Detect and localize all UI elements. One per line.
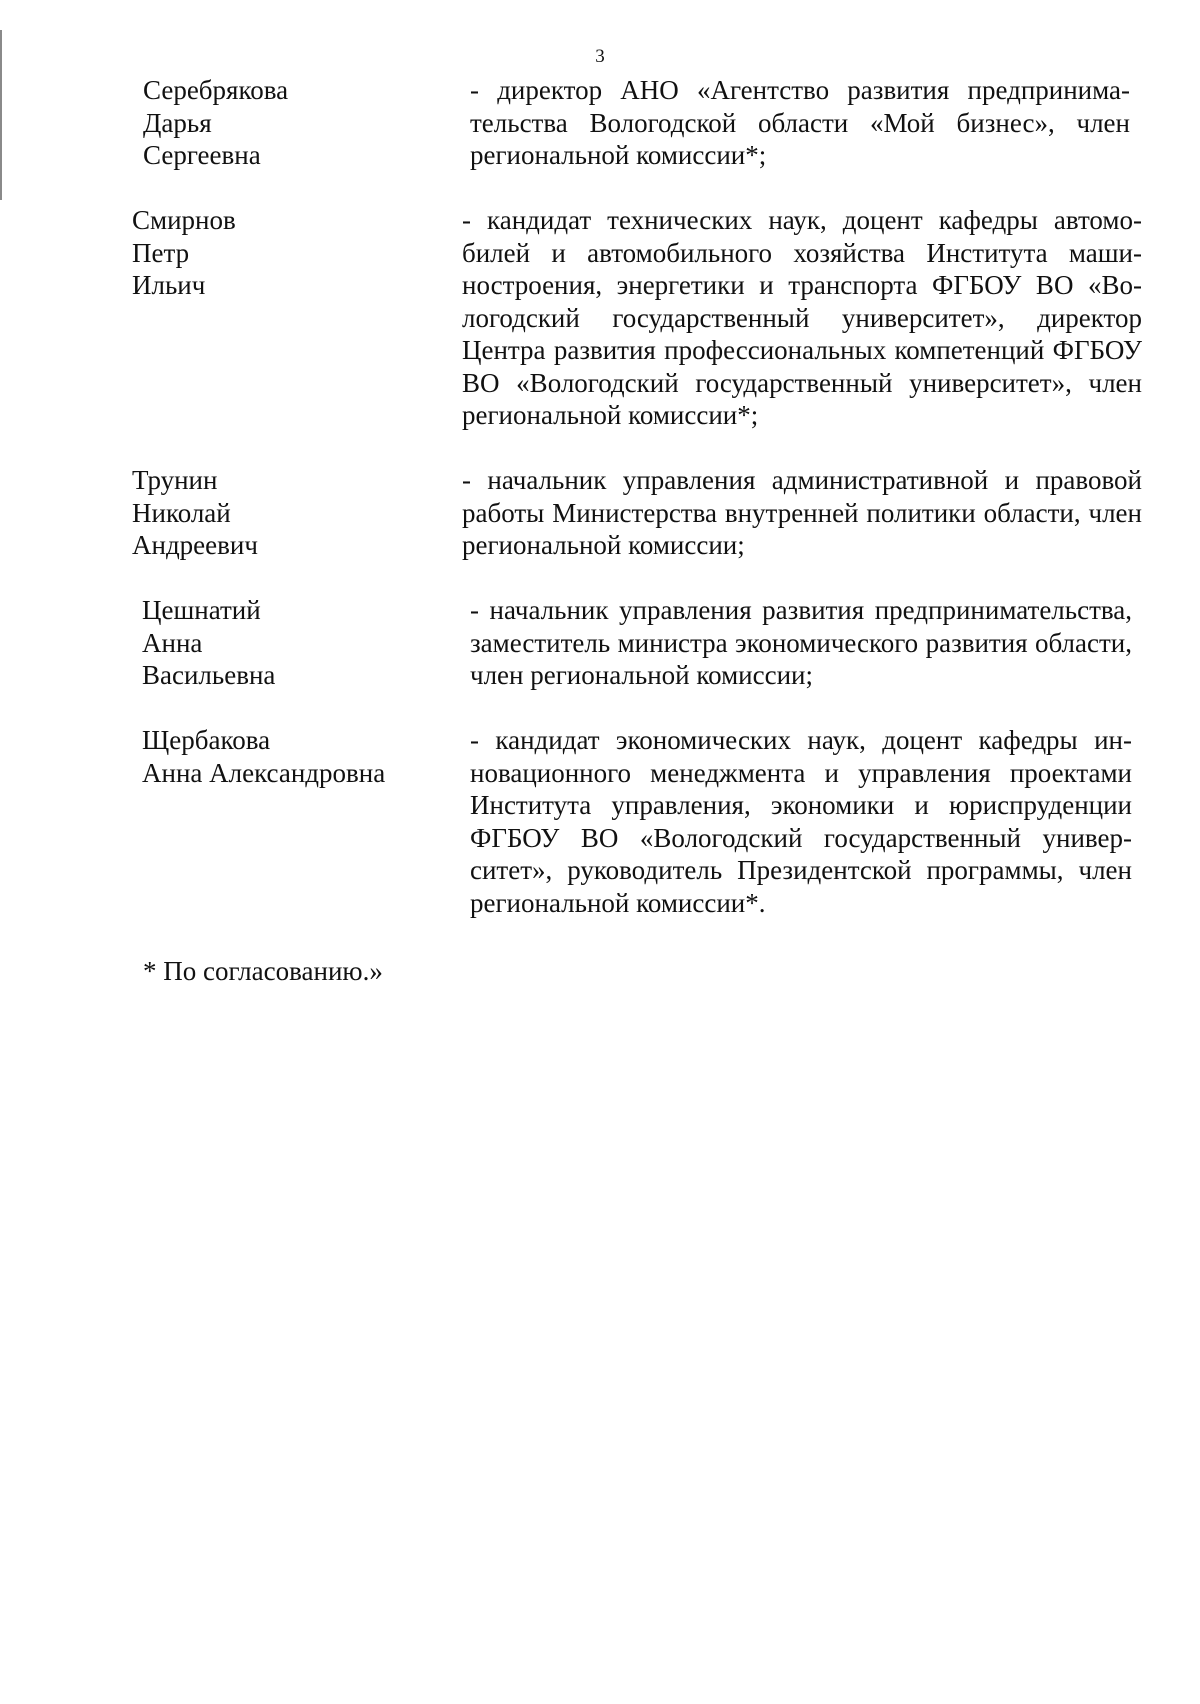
member-entry: [0, 204, 1200, 464]
member-position: - кандидат экономических наук, доцент кафедры инновационного менеджмента и управления проектами Института управления, экономики и юриспруденции ФГБОУ ВО «Вологодский государственный университет», руководитель Президентской программы, член региональной комиссии*.: [470, 725, 1132, 918]
member-entry: [0, 74, 1200, 204]
member-position: - начальник управления развития предпринимательства, заместитель министра экономического развития области, член региональной комиссии;: [470, 595, 1132, 690]
member-first-name: Петр: [132, 237, 190, 268]
member-name: [132, 204, 422, 302]
member-name: [142, 594, 432, 692]
member-name: [142, 724, 432, 789]
member-entry: [0, 464, 1200, 594]
member-name: [143, 74, 433, 172]
page-number: 3: [595, 46, 605, 67]
member-patronymic: Ильич: [132, 270, 206, 300]
member-name: [132, 464, 422, 562]
member-patronymic: Сергеевна: [143, 140, 261, 170]
footnote-by-agreement: * По согласованию.»: [143, 956, 383, 986]
member-position: - кандидат технических наук, доцент кафедры автомобилей и автомобильного хозяйства Института машиностроения, энергетики и транспорта ФГБОУ ВО «Вологодский государственный университет», директор Центра развития профессиональных компетенций ФГБОУ ВО «Вологодский государственный университет», член региональной комиссии*;: [462, 205, 1142, 430]
member-entry: [0, 724, 1200, 924]
member-position: - директор АНО «Агентство развития предпринимательства Вологодской области «Мой бизнес», член региональной комиссии*;: [470, 75, 1130, 170]
commission-members-list: [0, 74, 1200, 924]
member-position: - начальник управления административной и правовой работы Министерства внутренней политики области, член региональной комиссии;: [462, 465, 1142, 560]
member-entry: [0, 594, 1200, 724]
member-patronymic: Андреевич: [132, 530, 258, 560]
member-first-name: Дарья: [143, 107, 212, 138]
member-surname: Цешнатий: [142, 595, 261, 625]
member-surname: Щербакова: [142, 725, 271, 755]
member-full-first-name: Анна Александровна: [142, 757, 386, 788]
member-surname: Серебрякова: [143, 75, 289, 105]
member-patronymic: Васильевна: [142, 660, 276, 690]
member-surname: Смирнов: [132, 205, 236, 235]
member-surname: Трунин: [132, 465, 218, 495]
member-first-name: Николай: [132, 497, 231, 528]
member-first-name: Анна: [142, 627, 203, 658]
